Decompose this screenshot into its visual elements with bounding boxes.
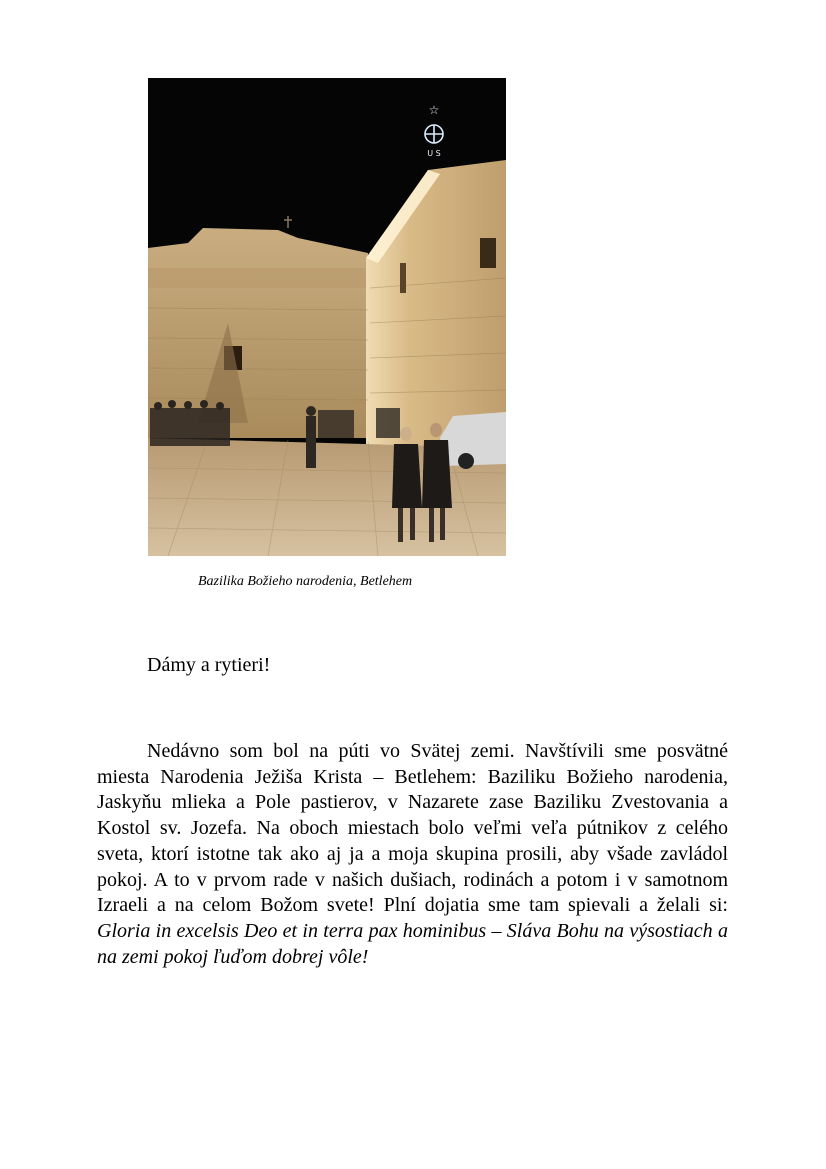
basilica-photo: [148, 78, 506, 556]
photo-caption: Bazilika Božieho narodenia, Betlehem: [198, 574, 413, 589]
paragraph-text: Nedávno som bol na púti vo Svätej zemi. Navštívili sme posvätné miesta Narodenia Ježiša Krista – Betlehem: Baziliku Božieho narodenia, Jaskyňu mlieka a Pole pastierov, v Nazarete zase Baziliku Zvestovania a Kostol sv. Jozefa. Na oboch miestach bolo veľmi veľa pútnikov z celého sveta, ktorí istotne tak ako aj ja a moja skupina prosili, aby všade zavládol pokoj. A to v prvom rade v našich dušiach, rodinách a potom i v samotnom Izraeli a na celom Božom svete! Plní dojatia sme tam spievali a želali si:: [97, 740, 728, 917]
sign-star: ☆: [428, 103, 440, 117]
body-paragraph: [97, 739, 728, 970]
sign-letters: U S: [427, 149, 441, 158]
salutation: Dámy a rytieri!: [147, 654, 271, 676]
latin-quote: Gloria in excelsis Deo et in terra pax hominibus – Sláva Bohu na výsostiach a na zemi pokoj ľuďom dobrej vôle!: [97, 919, 728, 968]
